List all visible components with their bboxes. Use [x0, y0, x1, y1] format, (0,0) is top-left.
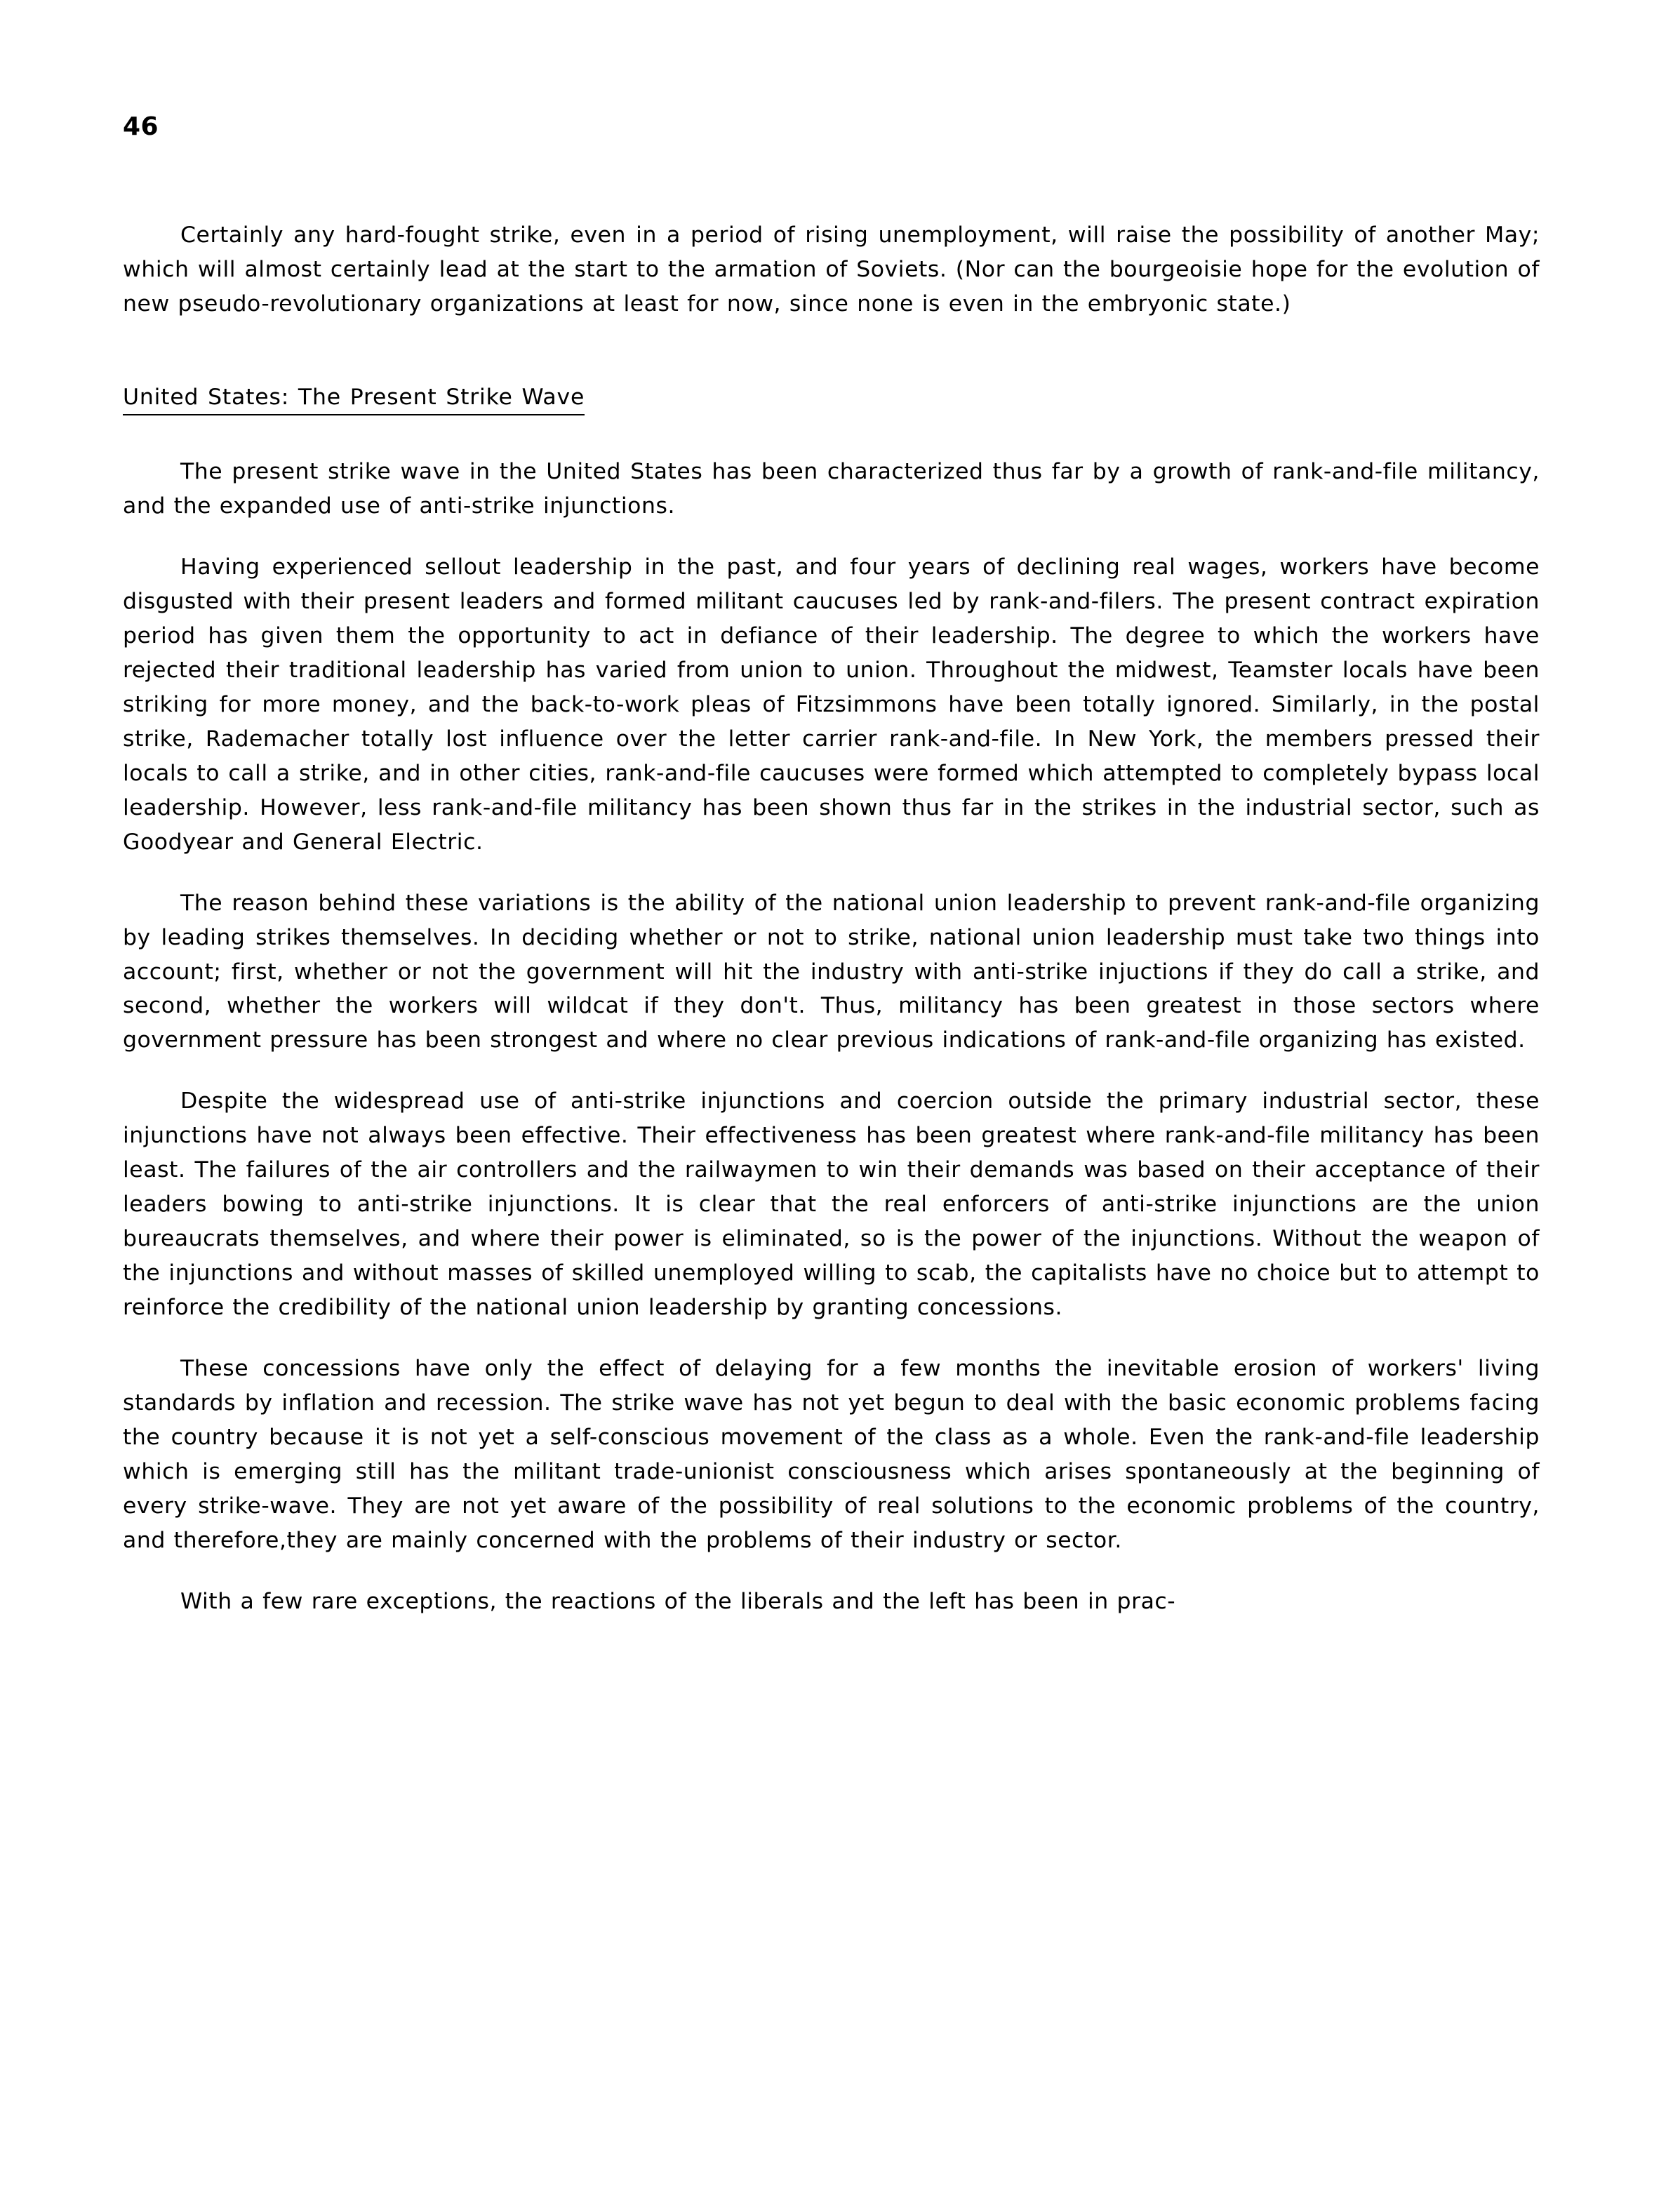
- paragraph-variations-reason: The reason behind these variations is the ability of the national union leadership to prevent rank-and-file organizing by leading strikes themselves. In deciding whether or not to strike, national union leadership must take two things into account; first, whether or not the government will hit the industry with anti-strike injuctions if they do call a strike, and second, whether the workers will wildcat if they don't. Thus, militancy has been greatest in those sectors where government pressure has been strongest and where no clear previous indications of rank-and-file organizing has existed.: [123, 890, 1540, 1053]
- paragraph-strike-wave-intro: The present strike wave in the United States has been characterized thus far by a growth of rank-and-file militancy, and the expanded use of anti-strike injunctions.: [123, 458, 1540, 519]
- section-heading-wrap: [123, 348, 1540, 448]
- paragraph-sellout-leadership: Having experienced sellout leadership in the past, and four years of declining real wages, workers have become disgusted with their present leaders and formed militant caucuses led by rank-and-filers. The present contract expiration period has given them the opportunity to act in defiance of their leadership. The degree to which the workers have rejected their traditional leadership has varied from union to union. Throughout the midwest, Teamster locals have been striking for more money, and the back-to-work pleas of Fitzsimmons have been totally ignored. Similarly, in the postal strike, Rademacher totally lost influence over the letter carrier rank-and-file. In New York, the members pressed their locals to call a strike, and in other cities, rank-and-file caucuses were formed which attempted to completely bypass local leadership. However, less rank-and-file militancy has been shown thus far in the strikes in the industrial sector, such as Goodyear and General Electric.: [123, 554, 1540, 855]
- paragraph-concessions: These concessions have only the effect of delaying for a few months the inevitable erosion of workers' living standards by inflation and recession. The strike wave has not yet begun to deal with the basic economic problems facing the country because it is not yet a self-conscious movement of the class as a whole. Even the rank-and-file leadership which is emerging still has the militant trade-unionist consciousness which arises spontaneously at the beginning of every strike-wave. They are not yet aware of the possibility of real solutions to the economic problems of the country, and therefore,they are mainly concerned with the problems of their industry or sector.: [123, 1356, 1540, 1554]
- paragraph-injunctions-effectiveness: Despite the widespread use of anti-strike injunctions and coercion outside the primary industrial sector, these injunctions have not always been effective. Their effectiveness has been greatest where rank-and-file militancy has been least. The failures of the air controllers and the railwaymen to win their demands was based on their acceptance of their leaders bowing to anti-strike injunctions. It is clear that the real enforcers of anti-strike injunctions are the union bureaucrats themselves, and where their power is eliminated, so is the power of the injunctions. Without the weapon of the injunctions and without masses of skilled unemployed willing to scab, the capitalists have no choice but to attempt to reinforce the credibility of the national union leadership by granting concessions.: [123, 1088, 1540, 1321]
- paragraph-opening: Certainly any hard-fought strike, even in a period of rising unemployment, will raise the possibility of another May; which will almost certainly lead at the start to the armation of Soviets. (Nor can the bourgeoisie hope for the evolution of new pseudo-revolutionary organizations at least for now, since none is even in the embryonic state.): [123, 222, 1540, 317]
- section-heading: United States: The Present Strike Wave: [123, 385, 585, 415]
- paragraph-liberals-left: With a few rare exceptions, the reactions of the liberals and the left has been in prac-: [180, 1589, 1176, 1614]
- page-number: 46: [123, 112, 159, 141]
